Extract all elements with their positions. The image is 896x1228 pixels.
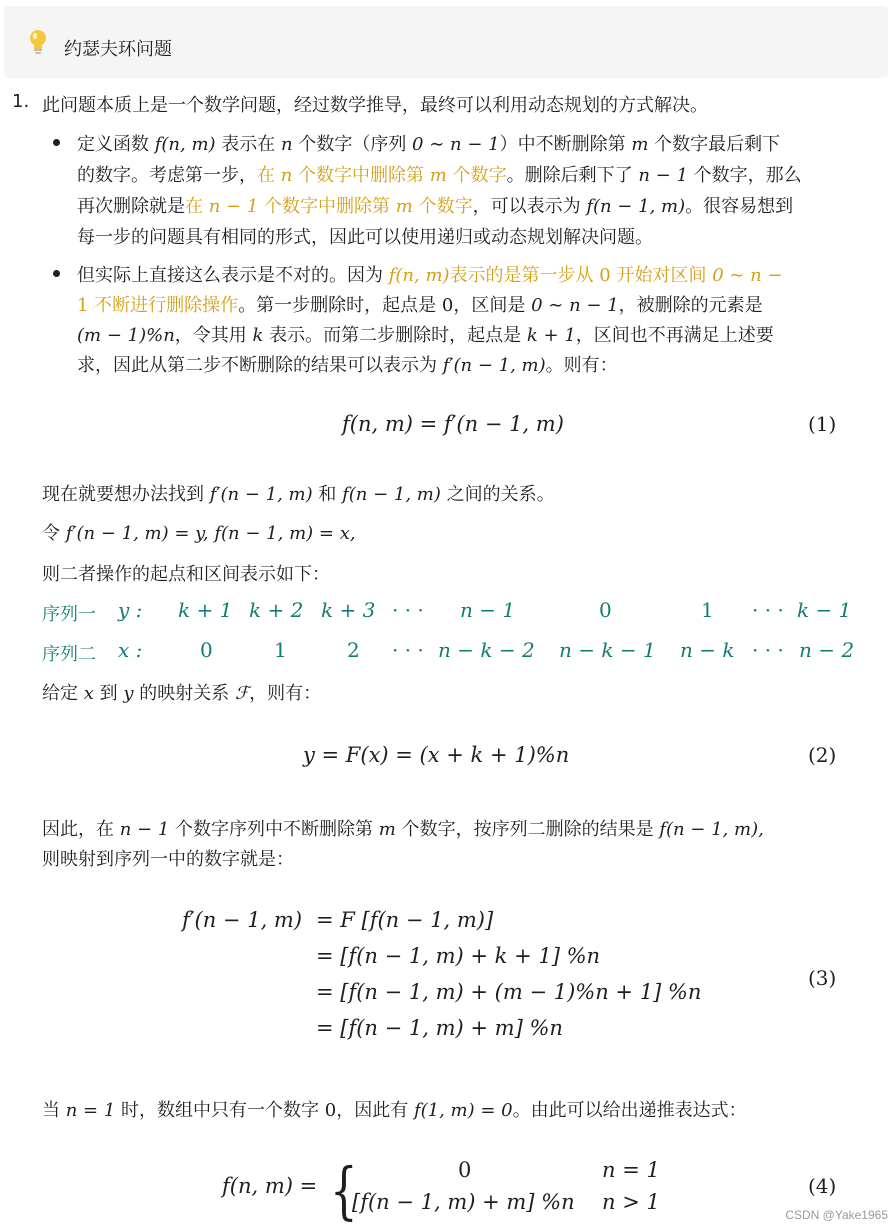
sequence-2-cell: 2 [347, 638, 360, 662]
equation-2: y = F(x) = (x + k + 1)%n [303, 743, 570, 767]
equation-number-1: (1) [808, 412, 837, 436]
lightbulb-icon [26, 28, 50, 56]
paragraph-therefore: 因此，在 n − 1 个数字序列中不断删除第 m 个数字，按序列二删除的结果是 f(n − 1, m), [42, 819, 764, 840]
sequence-2-cell: 0 [200, 638, 213, 662]
bullet2-line4: 求，因此从第二步不断删除的结果可以表示为 f′(n − 1, m)。则有： [77, 355, 618, 376]
sequence-1-cell: k + 1 [178, 598, 233, 622]
sequence-1-var: y : [118, 598, 143, 622]
equation-number-4: (4) [808, 1174, 837, 1198]
sequence-1-cell: 1 [701, 598, 714, 622]
equation-3-row: = [f(n − 1, m) + k + 1] %n [316, 944, 601, 968]
bullet2-line1: 但实际上直接这么表示是不对的。因为 f(n, m)表示的是第一步从 0 开始对区间 0 ∼ n − [77, 265, 783, 286]
sequence-1-cell: · · · [752, 598, 784, 622]
bullet-dot [53, 139, 60, 146]
equation-3-lhs: f′(n − 1, m) [182, 908, 303, 932]
bullet1-line3: 再次删除就是在 n − 1 个数字中删除第 m 个数字，可以表示为 f(n − 1, m)。很容易想到 [77, 196, 794, 217]
callout-header [4, 6, 888, 78]
equation-4-case: 0 [458, 1158, 472, 1182]
sequence-1-cell: k − 1 [797, 598, 852, 622]
sequence-2-cell: · · · [752, 638, 784, 662]
sequence-2-cell: n − 2 [799, 638, 855, 662]
sequence-1-cell: 0 [599, 598, 612, 622]
paragraph-relation: 现在就要想办法找到 f′(n − 1, m) 和 f(n − 1, m) 之间的关系。 [42, 484, 555, 505]
sequence-1-label: 序列一 [42, 604, 96, 625]
sequence-2-cell: n − k − 1 [559, 638, 656, 662]
watermark: CSDN @Yake1965 [785, 1208, 888, 1222]
left-brace: { [330, 1154, 358, 1227]
bullet1-line1: 定义函数 f(n, m) 表示在 n 个数字（序列 0 ∼ n − 1）中不断删除第 m 个数字最后剩下 [77, 134, 781, 155]
sequence-2-label: 序列二 [42, 644, 96, 665]
sequence-2-cell: n − k [680, 638, 735, 662]
equation-1: f(n, m) = f′(n − 1, m) [342, 412, 564, 436]
bullet2-line3: (m − 1)%n，令其用 k 表示。而第二步删除时，起点是 k + 1，区间也不再满足上述要 [77, 325, 774, 346]
equation-3-row: = F [f(n − 1, m)] [316, 908, 494, 932]
sequence-2-var: x : [118, 638, 143, 662]
sequence-1-cell: k + 3 [321, 598, 376, 622]
list-item-text: 此问题本质上是一个数学问题，经过数学推导，最终可以利用动态规划的方式解决。 [42, 95, 708, 116]
sequence-1-cell: k + 2 [249, 598, 304, 622]
equation-number-3: (3) [808, 966, 837, 990]
equation-4-lhs: f(n, m) = [222, 1174, 318, 1198]
paragraph-intro-sequences: 则二者操作的起点和区间表示如下： [42, 564, 330, 585]
list-item-number: 1. [12, 91, 30, 112]
bullet1-line2: 的数字。考虑第一步，在 n 个数字中删除第 m 个数字。删除后剩下了 n − 1 个数字，那么 [77, 165, 802, 186]
equation-3-row: = [f(n − 1, m) + m] %n [316, 1016, 563, 1040]
callout-title: 约瑟夫环问题 [64, 39, 172, 60]
equation-4-condition: n = 1 [602, 1158, 660, 1182]
bullet1-line4: 每一步的问题具有相同的形式，因此可以使用递归或动态规划解决问题。 [77, 227, 653, 248]
sequence-1-cell: n − 1 [460, 598, 516, 622]
paragraph-therefore-line2: 则映射到序列一中的数字就是： [42, 849, 294, 870]
sequence-2-cell: 1 [274, 638, 287, 662]
equation-4-case: [f(n − 1, m) + m] %n [352, 1190, 575, 1214]
sequence-2-cell: n − k − 2 [438, 638, 535, 662]
paragraph-define-xy: 令 f′(n − 1, m) = y, f(n − 1, m) = x, [42, 523, 356, 544]
bullet-dot [53, 270, 60, 277]
paragraph-base-case: 当 n = 1 时，数组中只有一个数字 0，因此有 f(1, m) = 0。由此可以给出递推表达式： [42, 1100, 747, 1121]
paragraph-mapping: 给定 x 到 y 的映射关系 ℱ，则有： [42, 683, 322, 704]
sequence-1-cell: · · · [392, 598, 424, 622]
equation-4-condition: n > 1 [602, 1190, 660, 1214]
sequence-2-cell: · · · [392, 638, 424, 662]
bullet2-line2: 1 不断进行删除操作。第一步删除时，起点是 0，区间是 0 ∼ n − 1，被删除的元素是 [77, 295, 763, 316]
equation-number-2: (2) [808, 743, 837, 767]
equation-3-row: = [f(n − 1, m) + (m − 1)%n + 1] %n [316, 980, 702, 1004]
